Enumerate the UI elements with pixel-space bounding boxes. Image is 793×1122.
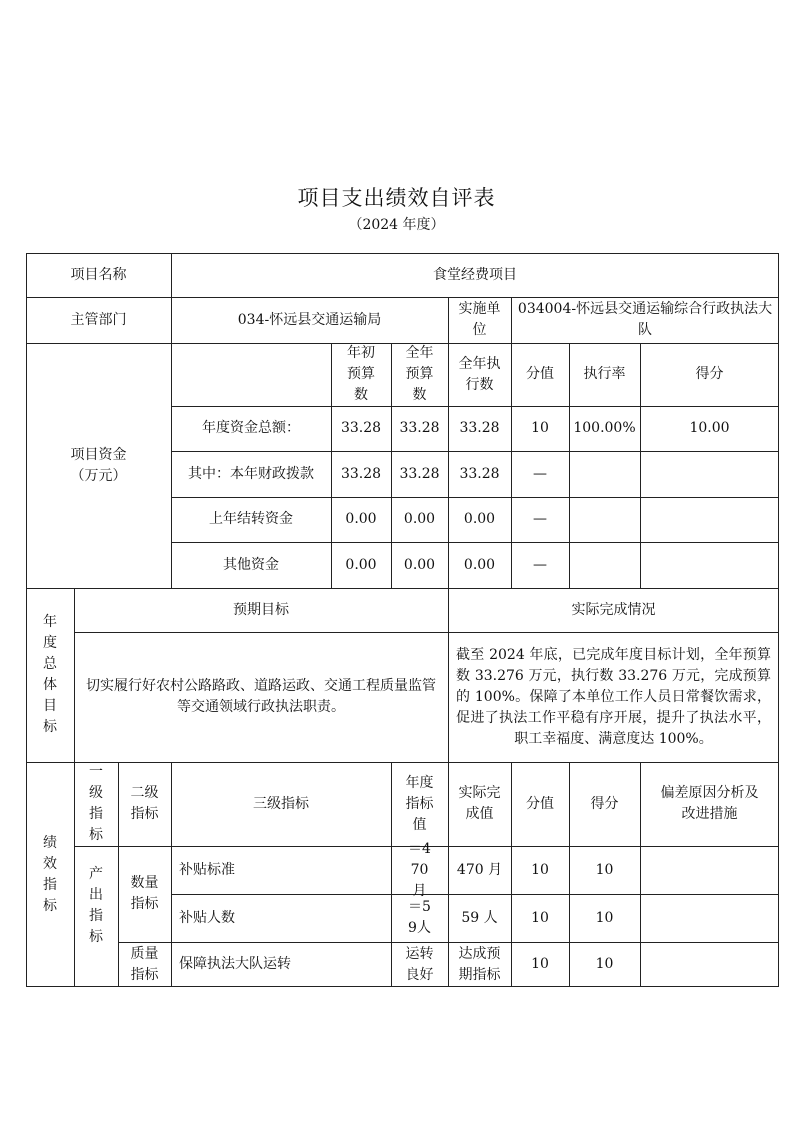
quality-indicator-cell (118, 942, 171, 987)
funds-row-initial: 33.28 (340, 420, 382, 436)
funds-row-annual: 0.00 (403, 556, 436, 573)
page-subtitle: （2024 年度） (348, 217, 445, 233)
funds-row-rate (569, 451, 640, 497)
funds-row-annual: 33.28 (399, 420, 440, 436)
funds-row-rate: 100.00% (573, 420, 636, 436)
indicator-analysis (640, 942, 779, 987)
funds-row-executed: 0.00 (463, 511, 496, 527)
funds-row-score-value: — (533, 556, 547, 573)
actual-completion-header: 实际完成情况 (571, 601, 656, 618)
expected-goal-text: 切实履行好农村公路路政、道路运政、交通工程质量监管等交通领域行政执法职责。 (86, 678, 436, 715)
indicator-name: 补贴人数 (179, 909, 235, 926)
target-header: 年度指标值 (405, 774, 434, 833)
funds-section-label: 项目资金 （万元） (70, 446, 127, 484)
indicator-score: 10 (595, 956, 614, 972)
funds-row-score: 10.00 (689, 420, 730, 436)
funds-header-executed: 全年执行数 (458, 355, 501, 393)
output-indicator-cell (74, 846, 118, 987)
funds-row-rate (569, 497, 640, 542)
indicator-name: 保障执法大队运转 (179, 956, 291, 972)
indicator-target-cell (391, 942, 448, 987)
indicator-actual: 59 人 (461, 909, 498, 926)
level1-header-cell (74, 762, 118, 846)
goals-section-label: 年度总体目标 (43, 614, 57, 735)
indicator-actual-cell (448, 942, 511, 987)
dept-label: 主管部门 (70, 311, 127, 328)
funds-header-annual: 全年预算数 (405, 345, 434, 403)
dept-value: 034-怀远县交通运输局 (237, 311, 382, 328)
funds-row-score-value: — (533, 465, 547, 482)
funds-row-label: 其他资金 (223, 556, 279, 573)
impl-unit-value: 034004-怀远县交通运输综合行政执法大队 (517, 301, 773, 338)
indicators-section-label: 绩效指标 (43, 834, 57, 914)
indicators-section-cell (26, 762, 74, 987)
actual-completion-text: 截至 2024 年底，已完成年度目标计划，全年预算数 33.276 万元，执行数 33.276 万元，完成预算的 100%。保障了本单位工作人员日常餐饮需求，促进了执法工作平稳有序开展，提升了执法水平，职工幸福度、满意度达 100%。 (456, 646, 771, 747)
indicator-name: 补贴标准 (179, 861, 235, 878)
level2-header-cell (118, 762, 171, 846)
level1-header: 一级指标 (89, 764, 103, 843)
score-header: 得分 (590, 795, 619, 812)
funds-header-initial: 年初预算数 (347, 345, 375, 403)
impl-unit-label: 实施单位 (458, 301, 501, 338)
indicator-target: ＝470月 (408, 840, 431, 899)
funds-row-score (640, 451, 779, 497)
target-header-cell (391, 762, 448, 846)
funds-header-score: 得分 (695, 366, 724, 382)
indicator-target: 运转良好 (405, 945, 434, 983)
funds-row-score (640, 542, 779, 588)
indicator-score-value: 10 (531, 956, 549, 972)
indicator-target-cell (391, 840, 448, 899)
indicator-target: ＝59人 (408, 899, 431, 936)
funds-row-annual: 33.28 (399, 465, 440, 482)
funds-row-annual: 0.00 (403, 511, 436, 527)
funds-row-initial: 0.00 (345, 511, 377, 527)
funds-row-label: 上年结转资金 (209, 511, 293, 527)
indicator-score: 10 (595, 909, 614, 926)
output-indicator-label: 产出指标 (89, 866, 103, 945)
quality-indicator-label: 质量指标 (130, 945, 159, 983)
actual-header-cell (448, 762, 511, 846)
goals-section-cell (26, 588, 74, 762)
indicator-analysis (640, 894, 779, 942)
level2-header: 二级指标 (130, 785, 159, 822)
funds-row-initial: 33.28 (340, 465, 382, 482)
page-title: 项目支出绩效自评表 (297, 186, 496, 210)
project-name-label: 项目名称 (70, 266, 127, 283)
expected-goal-header: 预期目标 (233, 601, 289, 618)
funds-row-executed: 33.28 (459, 420, 500, 436)
indicator-score: 10 (595, 861, 614, 878)
indicator-actual: 达成预期指标 (458, 945, 501, 983)
score-value-header: 分值 (526, 795, 554, 812)
funds-header-score-value: 分值 (526, 366, 554, 382)
funds-row-label: 其中：本年财政拨款 (188, 465, 314, 482)
indicator-analysis (640, 846, 779, 894)
actual-header: 实际完成值 (458, 785, 501, 822)
funds-row-executed: 0.00 (463, 556, 496, 573)
funds-row-score-value: 10 (531, 420, 549, 436)
funds-row-initial: 0.00 (345, 556, 377, 573)
indicator-actual: 470 月 (456, 861, 503, 878)
indicator-score-value: 10 (531, 861, 549, 878)
quantity-indicator-cell (118, 846, 171, 942)
indicator-score-value: 10 (531, 909, 549, 926)
project-name-value: 食堂经费项目 (433, 266, 517, 283)
indicator-target-cell (391, 894, 448, 942)
funds-header-rate: 执行率 (583, 366, 626, 382)
funds-row-executed: 33.28 (459, 465, 500, 482)
funds-row-rate (569, 542, 640, 588)
funds-row-score-value: — (533, 511, 547, 527)
funds-row-score (640, 497, 779, 542)
analysis-header: 偏差原因分析及改进措施 (660, 785, 759, 822)
level3-header: 三级指标 (253, 795, 309, 812)
quantity-indicator-label: 数量指标 (130, 875, 159, 912)
evaluation-table (26, 253, 779, 987)
funds-row-label: 年度资金总额： (202, 420, 300, 436)
